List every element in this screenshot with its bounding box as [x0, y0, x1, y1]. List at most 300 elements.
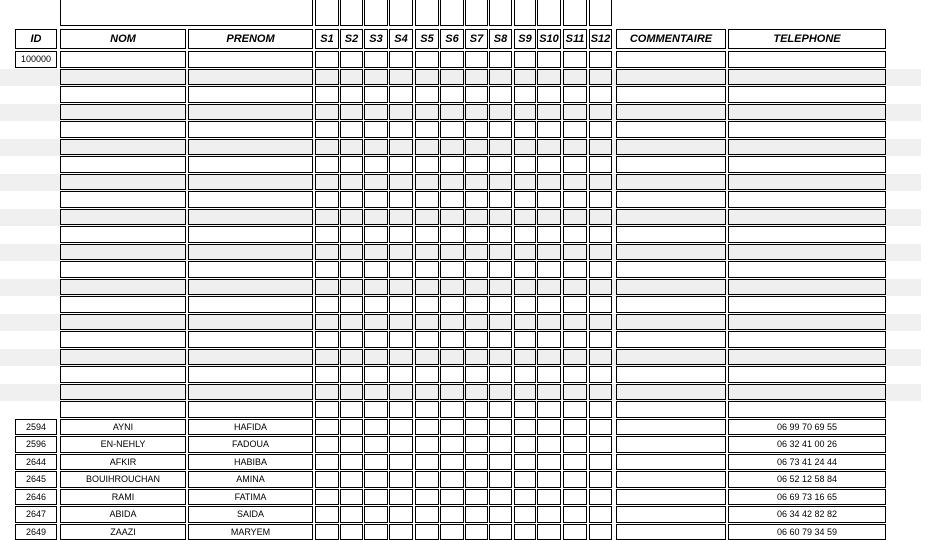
- s4-cell[interactable]: [389, 104, 413, 121]
- s9-cell[interactable]: [514, 436, 536, 453]
- s10-cell[interactable]: [537, 296, 561, 313]
- s7-cell[interactable]: [465, 121, 488, 138]
- nom-cell[interactable]: RAMI: [60, 489, 186, 506]
- s1-cell[interactable]: [315, 384, 339, 401]
- s8-cell[interactable]: [489, 121, 512, 138]
- s6-cell[interactable]: [440, 454, 464, 471]
- s8-cell[interactable]: [489, 226, 512, 243]
- prenom-cell[interactable]: [188, 86, 313, 103]
- s10-cell[interactable]: [537, 139, 561, 156]
- s5-cell[interactable]: [415, 384, 439, 401]
- s12-cell[interactable]: [589, 366, 612, 383]
- s12-cell[interactable]: [589, 69, 612, 86]
- s8-cell[interactable]: [489, 454, 512, 471]
- s5-cell[interactable]: [415, 454, 439, 471]
- commentaire-cell[interactable]: [616, 419, 726, 436]
- prenom-cell[interactable]: FADOUA: [188, 436, 313, 453]
- s1-cell[interactable]: [315, 471, 339, 488]
- telephone-cell[interactable]: [728, 366, 886, 383]
- telephone-cell[interactable]: [728, 51, 886, 68]
- s2-cell[interactable]: [340, 121, 363, 138]
- s10-cell[interactable]: [537, 314, 561, 331]
- s5-cell[interactable]: [415, 104, 439, 121]
- date-area-cell[interactable]: [60, 0, 313, 26]
- prenom-cell[interactable]: [188, 174, 313, 191]
- s1-cell[interactable]: [315, 366, 339, 383]
- s4-cell[interactable]: [389, 296, 413, 313]
- s8-cell[interactable]: [489, 331, 512, 348]
- s7-cell[interactable]: [465, 489, 488, 506]
- session-date-cell[interactable]: [563, 0, 587, 26]
- s7-cell[interactable]: [465, 191, 488, 208]
- s11-cell[interactable]: [563, 51, 587, 68]
- s4-cell[interactable]: [389, 226, 413, 243]
- s9-cell[interactable]: [514, 121, 536, 138]
- s12-cell[interactable]: [589, 331, 612, 348]
- telephone-cell[interactable]: [728, 139, 886, 156]
- commentaire-cell[interactable]: [616, 191, 726, 208]
- prenom-cell[interactable]: [188, 314, 313, 331]
- s9-cell[interactable]: [514, 506, 536, 523]
- commentaire-cell[interactable]: [616, 454, 726, 471]
- s5-cell[interactable]: [415, 209, 439, 226]
- s7-cell[interactable]: [465, 331, 488, 348]
- prenom-cell[interactable]: [188, 261, 313, 278]
- s2-cell[interactable]: [340, 366, 363, 383]
- s2-cell[interactable]: [340, 69, 363, 86]
- s5-cell[interactable]: [415, 69, 439, 86]
- s7-cell[interactable]: [465, 156, 488, 173]
- s8-cell[interactable]: [489, 366, 512, 383]
- id-cell[interactable]: 2647: [15, 506, 57, 523]
- s7-cell[interactable]: [465, 524, 488, 540]
- s6-cell[interactable]: [440, 436, 464, 453]
- s9-cell[interactable]: [514, 471, 536, 488]
- prenom-cell[interactable]: SAIDA: [188, 506, 313, 523]
- s5-cell[interactable]: [415, 156, 439, 173]
- s1-cell[interactable]: [315, 419, 339, 436]
- nom-cell[interactable]: [60, 104, 186, 121]
- s10-cell[interactable]: [537, 454, 561, 471]
- s10-cell[interactable]: [537, 489, 561, 506]
- s1-cell[interactable]: [315, 86, 339, 103]
- telephone-cell[interactable]: [728, 226, 886, 243]
- id-cell[interactable]: 100000: [15, 51, 57, 68]
- session-date-cell[interactable]: [514, 0, 536, 26]
- commentaire-cell[interactable]: [616, 86, 726, 103]
- s6-cell[interactable]: [440, 156, 464, 173]
- s2-cell[interactable]: [340, 419, 363, 436]
- telephone-cell[interactable]: [728, 121, 886, 138]
- s11-cell[interactable]: [563, 296, 587, 313]
- s7-cell[interactable]: [465, 366, 488, 383]
- s2-cell[interactable]: [340, 401, 363, 418]
- s3-cell[interactable]: [364, 401, 388, 418]
- s1-cell[interactable]: [315, 261, 339, 278]
- s1-cell[interactable]: [315, 156, 339, 173]
- s10-cell[interactable]: [537, 349, 561, 366]
- nom-cell[interactable]: [60, 244, 186, 261]
- prenom-cell[interactable]: [188, 401, 313, 418]
- s12-cell[interactable]: [589, 296, 612, 313]
- prenom-cell[interactable]: [188, 191, 313, 208]
- s7-cell[interactable]: [465, 506, 488, 523]
- s3-cell[interactable]: [364, 349, 388, 366]
- s4-cell[interactable]: [389, 69, 413, 86]
- s4-cell[interactable]: [389, 524, 413, 540]
- commentaire-cell[interactable]: [616, 471, 726, 488]
- prenom-cell[interactable]: [188, 209, 313, 226]
- s11-cell[interactable]: [563, 506, 587, 523]
- s8-cell[interactable]: [489, 419, 512, 436]
- s7-cell[interactable]: [465, 261, 488, 278]
- commentaire-cell[interactable]: [616, 384, 726, 401]
- prenom-cell[interactable]: [188, 104, 313, 121]
- s6-cell[interactable]: [440, 419, 464, 436]
- s3-cell[interactable]: [364, 314, 388, 331]
- telephone-cell[interactable]: [728, 209, 886, 226]
- s9-cell[interactable]: [514, 86, 536, 103]
- s4-cell[interactable]: [389, 51, 413, 68]
- s1-cell[interactable]: [315, 226, 339, 243]
- telephone-cell[interactable]: 06 32 41 00 26: [728, 436, 886, 453]
- telephone-cell[interactable]: [728, 104, 886, 121]
- s12-cell[interactable]: [589, 314, 612, 331]
- s4-cell[interactable]: [389, 454, 413, 471]
- s1-cell[interactable]: [315, 51, 339, 68]
- s3-cell[interactable]: [364, 366, 388, 383]
- s11-cell[interactable]: [563, 104, 587, 121]
- s4-cell[interactable]: [389, 174, 413, 191]
- telephone-cell[interactable]: 06 34 42 82 82: [728, 506, 886, 523]
- s4-cell[interactable]: [389, 261, 413, 278]
- s11-cell[interactable]: [563, 86, 587, 103]
- id-cell[interactable]: 2649: [15, 524, 57, 540]
- s1-cell[interactable]: [315, 104, 339, 121]
- session-date-cell[interactable]: [364, 0, 388, 26]
- telephone-cell[interactable]: [728, 279, 886, 296]
- s5-cell[interactable]: [415, 524, 439, 540]
- session-date-cell[interactable]: [315, 0, 339, 26]
- s1-cell[interactable]: [315, 209, 339, 226]
- s1-cell[interactable]: [315, 121, 339, 138]
- prenom-cell[interactable]: [188, 121, 313, 138]
- nom-cell[interactable]: ZAAZI: [60, 524, 186, 540]
- s10-cell[interactable]: [537, 121, 561, 138]
- prenom-cell[interactable]: HABIBA: [188, 454, 313, 471]
- s6-cell[interactable]: [440, 384, 464, 401]
- s5-cell[interactable]: [415, 314, 439, 331]
- s4-cell[interactable]: [389, 384, 413, 401]
- s5-cell[interactable]: [415, 86, 439, 103]
- s7-cell[interactable]: [465, 244, 488, 261]
- s3-cell[interactable]: [364, 174, 388, 191]
- s8-cell[interactable]: [489, 489, 512, 506]
- s12-cell[interactable]: [589, 244, 612, 261]
- s1-cell[interactable]: [315, 174, 339, 191]
- s2-cell[interactable]: [340, 51, 363, 68]
- s12-cell[interactable]: [589, 86, 612, 103]
- s6-cell[interactable]: [440, 244, 464, 261]
- s5-cell[interactable]: [415, 436, 439, 453]
- s9-cell[interactable]: [514, 209, 536, 226]
- s1-cell[interactable]: [315, 279, 339, 296]
- s7-cell[interactable]: [465, 314, 488, 331]
- s11-cell[interactable]: [563, 419, 587, 436]
- commentaire-cell[interactable]: [616, 524, 726, 540]
- s5-cell[interactable]: [415, 506, 439, 523]
- s12-cell[interactable]: [589, 471, 612, 488]
- s3-cell[interactable]: [364, 191, 388, 208]
- s12-cell[interactable]: [589, 121, 612, 138]
- s6-cell[interactable]: [440, 366, 464, 383]
- s5-cell[interactable]: [415, 191, 439, 208]
- s10-cell[interactable]: [537, 226, 561, 243]
- s4-cell[interactable]: [389, 331, 413, 348]
- s3-cell[interactable]: [364, 104, 388, 121]
- s6-cell[interactable]: [440, 139, 464, 156]
- s3-cell[interactable]: [364, 156, 388, 173]
- s7-cell[interactable]: [465, 471, 488, 488]
- s2-cell[interactable]: [340, 104, 363, 121]
- commentaire-cell[interactable]: [616, 279, 726, 296]
- s2-cell[interactable]: [340, 489, 363, 506]
- s2-cell[interactable]: [340, 314, 363, 331]
- s4-cell[interactable]: [389, 86, 413, 103]
- s11-cell[interactable]: [563, 349, 587, 366]
- s2-cell[interactable]: [340, 174, 363, 191]
- commentaire-cell[interactable]: [616, 121, 726, 138]
- telephone-cell[interactable]: [728, 401, 886, 418]
- s1-cell[interactable]: [315, 69, 339, 86]
- s2-cell[interactable]: [340, 279, 363, 296]
- s7-cell[interactable]: [465, 349, 488, 366]
- prenom-cell[interactable]: HAFIDA: [188, 419, 313, 436]
- commentaire-cell[interactable]: [616, 174, 726, 191]
- s6-cell[interactable]: [440, 471, 464, 488]
- commentaire-cell[interactable]: [616, 436, 726, 453]
- s6-cell[interactable]: [440, 121, 464, 138]
- s4-cell[interactable]: [389, 349, 413, 366]
- s8-cell[interactable]: [489, 436, 512, 453]
- s12-cell[interactable]: [589, 401, 612, 418]
- s2-cell[interactable]: [340, 244, 363, 261]
- prenom-cell[interactable]: [188, 384, 313, 401]
- s4-cell[interactable]: [389, 191, 413, 208]
- s4-cell[interactable]: [389, 139, 413, 156]
- s12-cell[interactable]: [589, 384, 612, 401]
- prenom-cell[interactable]: MARYEM: [188, 524, 313, 540]
- commentaire-cell[interactable]: [616, 104, 726, 121]
- s3-cell[interactable]: [364, 454, 388, 471]
- nom-cell[interactable]: BOUIHROUCHAN: [60, 471, 186, 488]
- s1-cell[interactable]: [315, 524, 339, 540]
- s11-cell[interactable]: [563, 191, 587, 208]
- s11-cell[interactable]: [563, 69, 587, 86]
- s1-cell[interactable]: [315, 191, 339, 208]
- s5-cell[interactable]: [415, 349, 439, 366]
- s9-cell[interactable]: [514, 454, 536, 471]
- id-cell[interactable]: 2594: [15, 419, 57, 436]
- s11-cell[interactable]: [563, 121, 587, 138]
- s6-cell[interactable]: [440, 524, 464, 540]
- session-date-cell[interactable]: [415, 0, 439, 26]
- s5-cell[interactable]: [415, 401, 439, 418]
- s7-cell[interactable]: [465, 296, 488, 313]
- telephone-cell[interactable]: [728, 156, 886, 173]
- s11-cell[interactable]: [563, 261, 587, 278]
- id-cell[interactable]: 2596: [15, 436, 57, 453]
- s11-cell[interactable]: [563, 331, 587, 348]
- s1-cell[interactable]: [315, 296, 339, 313]
- session-date-cell[interactable]: [340, 0, 363, 26]
- s9-cell[interactable]: [514, 366, 536, 383]
- id-cell[interactable]: 2646: [15, 489, 57, 506]
- prenom-cell[interactable]: [188, 156, 313, 173]
- s3-cell[interactable]: [364, 384, 388, 401]
- commentaire-cell[interactable]: [616, 366, 726, 383]
- s9-cell[interactable]: [514, 156, 536, 173]
- s10-cell[interactable]: [537, 279, 561, 296]
- s7-cell[interactable]: [465, 104, 488, 121]
- nom-cell[interactable]: [60, 226, 186, 243]
- session-date-cell[interactable]: [465, 0, 488, 26]
- s8-cell[interactable]: [489, 471, 512, 488]
- s9-cell[interactable]: [514, 139, 536, 156]
- session-date-cell[interactable]: [489, 0, 512, 26]
- telephone-cell[interactable]: [728, 244, 886, 261]
- s4-cell[interactable]: [389, 314, 413, 331]
- s1-cell[interactable]: [315, 454, 339, 471]
- s4-cell[interactable]: [389, 209, 413, 226]
- telephone-cell[interactable]: [728, 86, 886, 103]
- s6-cell[interactable]: [440, 279, 464, 296]
- s5-cell[interactable]: [415, 471, 439, 488]
- s2-cell[interactable]: [340, 226, 363, 243]
- s12-cell[interactable]: [589, 524, 612, 540]
- s6-cell[interactable]: [440, 86, 464, 103]
- s4-cell[interactable]: [389, 401, 413, 418]
- prenom-cell[interactable]: [188, 331, 313, 348]
- s6-cell[interactable]: [440, 331, 464, 348]
- s9-cell[interactable]: [514, 261, 536, 278]
- s11-cell[interactable]: [563, 436, 587, 453]
- s11-cell[interactable]: [563, 524, 587, 540]
- s2-cell[interactable]: [340, 471, 363, 488]
- s10-cell[interactable]: [537, 471, 561, 488]
- s10-cell[interactable]: [537, 191, 561, 208]
- s11-cell[interactable]: [563, 314, 587, 331]
- s8-cell[interactable]: [489, 314, 512, 331]
- s12-cell[interactable]: [589, 279, 612, 296]
- s8-cell[interactable]: [489, 191, 512, 208]
- s11-cell[interactable]: [563, 279, 587, 296]
- s6-cell[interactable]: [440, 489, 464, 506]
- prenom-cell[interactable]: [188, 349, 313, 366]
- s4-cell[interactable]: [389, 244, 413, 261]
- commentaire-cell[interactable]: [616, 349, 726, 366]
- s8-cell[interactable]: [489, 139, 512, 156]
- s7-cell[interactable]: [465, 401, 488, 418]
- s5-cell[interactable]: [415, 244, 439, 261]
- s4-cell[interactable]: [389, 436, 413, 453]
- s7-cell[interactable]: [465, 226, 488, 243]
- s9-cell[interactable]: [514, 296, 536, 313]
- s3-cell[interactable]: [364, 524, 388, 540]
- s6-cell[interactable]: [440, 261, 464, 278]
- s9-cell[interactable]: [514, 524, 536, 540]
- s10-cell[interactable]: [537, 69, 561, 86]
- s8-cell[interactable]: [489, 524, 512, 540]
- s5-cell[interactable]: [415, 261, 439, 278]
- s6-cell[interactable]: [440, 191, 464, 208]
- s1-cell[interactable]: [315, 401, 339, 418]
- s11-cell[interactable]: [563, 384, 587, 401]
- session-date-cell[interactable]: [589, 0, 612, 26]
- prenom-cell[interactable]: AMINA: [188, 471, 313, 488]
- s12-cell[interactable]: [589, 156, 612, 173]
- s9-cell[interactable]: [514, 419, 536, 436]
- s10-cell[interactable]: [537, 366, 561, 383]
- s9-cell[interactable]: [514, 314, 536, 331]
- s2-cell[interactable]: [340, 436, 363, 453]
- s9-cell[interactable]: [514, 69, 536, 86]
- commentaire-cell[interactable]: [616, 51, 726, 68]
- nom-cell[interactable]: [60, 384, 186, 401]
- nom-cell[interactable]: [60, 69, 186, 86]
- commentaire-cell[interactable]: [616, 331, 726, 348]
- s5-cell[interactable]: [415, 174, 439, 191]
- s2-cell[interactable]: [340, 156, 363, 173]
- s7-cell[interactable]: [465, 69, 488, 86]
- s3-cell[interactable]: [364, 506, 388, 523]
- telephone-cell[interactable]: 06 52 12 58 84: [728, 471, 886, 488]
- nom-cell[interactable]: [60, 366, 186, 383]
- s11-cell[interactable]: [563, 139, 587, 156]
- s4-cell[interactable]: [389, 471, 413, 488]
- prenom-cell[interactable]: [188, 244, 313, 261]
- nom-cell[interactable]: [60, 86, 186, 103]
- s9-cell[interactable]: [514, 489, 536, 506]
- commentaire-cell[interactable]: [616, 209, 726, 226]
- s11-cell[interactable]: [563, 209, 587, 226]
- telephone-cell[interactable]: 06 99 70 69 55: [728, 419, 886, 436]
- nom-cell[interactable]: [60, 209, 186, 226]
- nom-cell[interactable]: [60, 51, 186, 68]
- s12-cell[interactable]: [589, 506, 612, 523]
- s1-cell[interactable]: [315, 314, 339, 331]
- s9-cell[interactable]: [514, 51, 536, 68]
- s6-cell[interactable]: [440, 349, 464, 366]
- s8-cell[interactable]: [489, 384, 512, 401]
- telephone-cell[interactable]: [728, 191, 886, 208]
- s12-cell[interactable]: [589, 174, 612, 191]
- s6-cell[interactable]: [440, 296, 464, 313]
- telephone-cell[interactable]: [728, 174, 886, 191]
- telephone-cell[interactable]: [728, 296, 886, 313]
- s7-cell[interactable]: [465, 51, 488, 68]
- s3-cell[interactable]: [364, 226, 388, 243]
- s8-cell[interactable]: [489, 506, 512, 523]
- s2-cell[interactable]: [340, 506, 363, 523]
- s8-cell[interactable]: [489, 279, 512, 296]
- telephone-cell[interactable]: [728, 314, 886, 331]
- prenom-cell[interactable]: FATIMA: [188, 489, 313, 506]
- id-cell[interactable]: 2645: [15, 471, 57, 488]
- s2-cell[interactable]: [340, 139, 363, 156]
- s3-cell[interactable]: [364, 296, 388, 313]
- commentaire-cell[interactable]: [616, 69, 726, 86]
